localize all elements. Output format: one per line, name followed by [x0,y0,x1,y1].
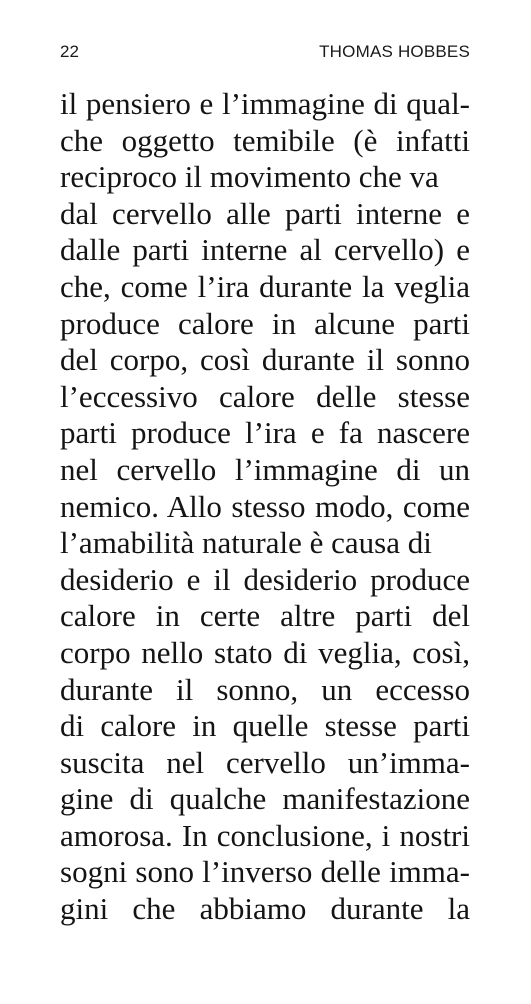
text-line: l’eccessivo calore delle stesse [60,378,470,414]
text-line: il pensiero e l’immagine di qual- [60,86,470,121]
text-line: amorosa. In conclusione, i nostri [60,817,470,853]
text-line: che oggetto temibile (è infatti [60,122,470,158]
text-line: corpo nello stato di veglia, così, [60,634,470,670]
text-line: dalle parti interne al cervello) e [60,232,470,268]
text-line: dal cervello alle parti interne e [60,195,470,231]
text-line: l’amabilità naturale è causa di [60,525,432,561]
text-line: produce calore in alcune parti [60,305,470,341]
text-line: reciproco il movimento che va [60,159,439,195]
page-header [60,40,470,64]
text-line: gine di qualche manifestazione [60,781,470,817]
text-line: nemico. Allo stesso modo, come [60,488,470,524]
text-line: suscita nel cervello un’imma- [60,744,470,780]
text-line: calore in certe altre parti del [60,598,470,634]
text-line: sogni sono l’inverso delle imma- [60,854,470,890]
running-head: THOMAS HOBBES [319,42,470,61]
text-line: nel cervello l’immagine di un [60,451,470,487]
text-line: che, come l’ira durante la veglia [60,268,470,304]
page-number: 22 [60,42,79,61]
text-line: gini che abbiamo durante la [60,891,470,927]
text-line: di calore in quelle stesse parti [60,708,470,744]
text-line: del corpo, così durante il sonno [60,342,470,378]
text-line: desiderio e il desiderio produce [60,561,470,597]
body-text [60,86,470,928]
text-line: durante il sonno, un eccesso [60,671,470,707]
text-line: parti produce l’ira e fa nascere [60,415,470,451]
